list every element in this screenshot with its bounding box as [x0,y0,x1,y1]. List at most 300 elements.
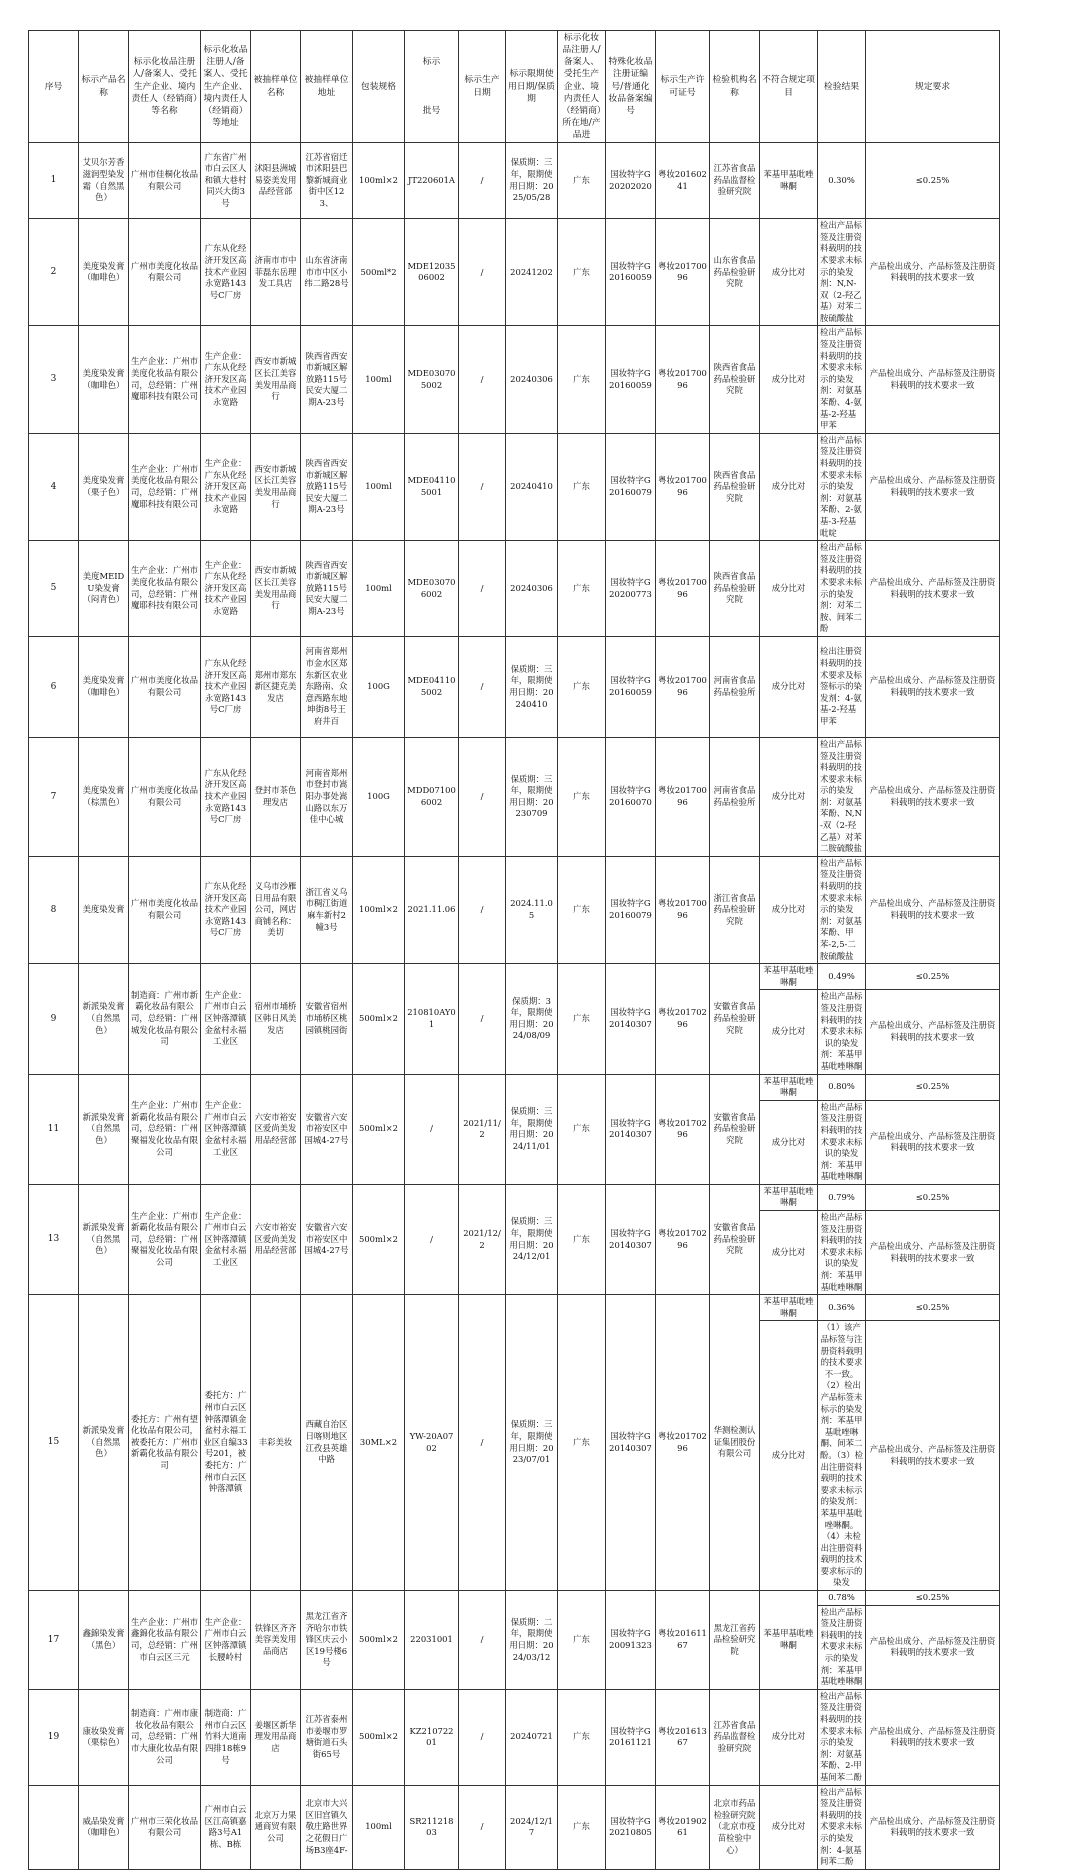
result-cell: 检出产品标签及注册资料载明的技术要求未标示的染发剂：对氨基苯酚、甲苯-2,5-二胺硫酸盐 [818,856,866,963]
item-cell: 成分比对 [760,636,818,737]
product-cell: 新派染发膏（自然黑色） [79,964,129,1074]
origin-cell: 广东 [558,1785,606,1869]
result-cell: 检出产品标签及注册资料载明的技术要求未标示的染发剂：N,N-双（2-羟乙基）对苯二胺硫酸盐 [818,219,866,326]
registrant-address-cell: 广东省广州市白云区人和镇大巷村同兴大街3号 [201,143,251,219]
spec-cell: 500ml×2 [353,1689,405,1785]
header-item: 不符合规定项目 [760,31,818,143]
registrant-cell: 委托方：广州有望化妆品有限公司，被委托方：广州市新霸化妆品有限公司 [129,1295,201,1591]
inspection-table [28,30,1080,1870]
registrant-cell: 生产企业：广州市美度化妆品有限公司，总经销：广州魔耶科技有限公司 [129,541,201,637]
cert-cell: 国妆特字G20140307 [606,1184,656,1294]
registrant-address-cell: 生产企业：广州市白云区钟落潭镇金盆村永福工业区 [201,1074,251,1184]
seq-cell: 1 [29,143,79,219]
batch-cell: 22031001 [405,1591,459,1690]
origin-cell: 广东 [558,433,606,540]
spec-cell: 100ml [353,541,405,637]
registrant-cell: 生产企业：广州市新霸化妆品有限公司，总经销：广州聚福发化妆品有限公司 [129,1184,201,1294]
table-body [29,143,1080,1870]
result-cell: 检出产品标签及注册资料载明的技术要求未标示的染发剂：对氨基苯酚、N,N-双（2-羟乙基）对苯二胺硫酸盐 [818,737,866,856]
sampled-address-cell: 浙江省义乌市稠江街道麻车新村2幢3号 [301,856,353,963]
sampled-unit-cell: 铁锋区齐齐美容美发用品商店 [251,1591,301,1690]
table-row [29,636,1080,737]
registrant-cell: 制造商：广州市新霸化妆品有限公司，总经销：广州城发化妆品有限公司 [129,964,201,1074]
lab-cell: 江苏省食品药品监督检验研究院 [710,143,760,219]
expiry-cell: 2024/12/17 [506,1785,558,1869]
prod-date-cell: / [459,737,506,856]
product-cell: 美度染发膏（咖啡色） [79,326,129,433]
origin-cell: 广东 [558,1295,606,1591]
table-row [29,1074,1080,1100]
origin-cell: 广东 [558,541,606,637]
batch-cell: MDE041105002 [405,636,459,737]
requirement-cell: 产品检出成分、产品标签及注册资料载明的技术要求一致 [866,433,1000,540]
requirement-cell: 产品检出成分、产品标签及注册资料载明的技术要求一致 [866,1605,1000,1689]
header-registrant-address: 标示化妆品注册人/备案人、受托生产企业、境内责任人（经销商）等地址 [201,31,251,143]
batch-cell: YW-20A0702 [405,1295,459,1591]
expiry-cell: 20240410 [506,433,558,540]
requirement-cell: 产品检出成分、产品标签及注册资料载明的技术要求一致 [866,636,1000,737]
expiry-cell: 保质期：3年，限期使用日期：2024/08/09 [506,964,558,1074]
prod-date-cell: 2021/12/2 [459,1184,506,1294]
header-product: 标示产品名称 [79,31,129,143]
registrant-cell: 广州市三荣化妆品有限公司 [129,1785,201,1869]
lab-cell: 陕西省食品药品检验研究院 [710,433,760,540]
expiry-cell: 保质期：三年，限期使用日期：20240410 [506,636,558,737]
sampled-unit-cell: 沭阳县洲城易姿美发用品经营部 [251,143,301,219]
item-cell: 成分比对 [760,541,818,637]
requirement-cell: 产品检出成分、产品标签及注册资料载明的技术要求一致 [866,1321,1000,1591]
sampled-address-cell: 安徽省六安市裕安区中国城4-27号 [301,1184,353,1294]
origin-cell: 广东 [558,143,606,219]
origin-cell: 广东 [558,737,606,856]
product-cell: 美度染发膏（咖啡色） [79,219,129,326]
result-cell: 检出产品标签及注册资料载明的技术要求未标示的染发剂：苯基甲基吡唑啉酮 [818,1605,866,1689]
sampled-unit-cell: 六安市裕安区爱尚美发用品经营部 [251,1184,301,1294]
registrant-cell: 生产企业：广州市新霸化妆品有限公司，总经销：广州聚福发化妆品有限公司 [129,1074,201,1184]
table-row [29,1785,1080,1869]
cert-cell: 国妆特字G20160059 [606,636,656,737]
table-row [29,1184,1080,1210]
registrant-address-cell: 广东从化经济开发区高技术产业园永宽路143号C厂房 [201,219,251,326]
license-cell: 粤妆20160241 [656,143,710,219]
registrant-cell: 广州市美度化妆品有限公司 [129,737,201,856]
batch-cell: SR21121803 [405,1785,459,1869]
origin-cell: 广东 [558,964,606,1074]
result-cell: 检出注册资料载明的技术要求及标签标示的染发剂：4-氨基-2-羟基甲苯 [818,636,866,737]
batch-cell: MDE1203506002 [405,219,459,326]
seq-cell: 3 [29,326,79,433]
cert-cell: 国妆特字G20091323 [606,1591,656,1690]
requirement-cell: ≤0.25% [866,1074,1000,1100]
registrant-cell: 广州市美度化妆品有限公司 [129,856,201,963]
table-row [29,143,1080,219]
item-cell: 成分比对 [760,856,818,963]
seq-cell: 8 [29,856,79,963]
result-cell: 0.36% [818,1295,866,1321]
table-row [29,1295,1080,1321]
header-origin: 标示化妆品注册人/备案人、受托生产企业、境内责任人（经销商）所在地/产品进 [558,31,606,143]
requirement-cell: ≤0.25% [866,1295,1000,1321]
registrant-cell: 广州市美度化妆品有限公司 [129,636,201,737]
header-sampled-address: 被抽样单位地址 [301,31,353,143]
item-cell: 苯基甲基吡唑啉酮 [760,1295,818,1321]
item-cell: 成分比对 [760,326,818,433]
item-cell: 苯基甲基吡唑啉酮 [760,1074,818,1100]
license-cell: 粤妆20161167 [656,1591,710,1690]
batch-cell: KZ21072201 [405,1689,459,1785]
requirement-cell: 产品检出成分、产品标签及注册资料载明的技术要求一致 [866,1211,1000,1295]
license-cell: 粤妆20170096 [656,433,710,540]
header-prod-date: 标示生产日期 [459,31,506,143]
cert-cell: 国妆特字G20160070 [606,737,656,856]
license-cell: 粤妆20170096 [656,326,710,433]
lab-cell: 华测检测认证集团股份有限公司 [710,1295,760,1591]
cert-cell: 国妆特字G20200773 [606,541,656,637]
product-cell: 美度染发膏（栗子色） [79,433,129,540]
expiry-cell: 20241202 [506,219,558,326]
product-cell: 康妆染发膏（栗棕色） [79,1689,129,1785]
batch-cell: 2021.11.06 [405,856,459,963]
cert-cell: 国妆特字G20202020 [606,143,656,219]
lab-cell: 浙江省食品药品检验研究院 [710,856,760,963]
product-cell: 美度染发膏 [79,856,129,963]
table-row [29,737,1080,856]
sampled-address-cell: 山东省济南市市中区小纬二路28号 [301,219,353,326]
result-cell: 检出产品标签及注册资料载明的技术要求未标示的染发剂：对氨基苯酚、4-氨基-2-羟基甲苯 [818,326,866,433]
registrant-address-cell: 广东从化经济开发区高技术产业园永宽路143号C厂房 [201,636,251,737]
requirement-cell: 产品检出成分、产品标签及注册资料载明的技术要求一致 [866,326,1000,433]
prod-date-cell: / [459,143,506,219]
cert-cell: 国妆特字G20140307 [606,1295,656,1591]
requirement-cell: 产品检出成分、产品标签及注册资料载明的技术要求一致 [866,856,1000,963]
header-mark: 标示 [407,56,456,68]
cert-cell: 国妆特字G20140307 [606,1074,656,1184]
sampled-unit-cell: 登封市茶色理发店 [251,737,301,856]
header-requirement: 规定要求 [866,31,1000,143]
lab-cell: 北京市药品检验研究院（北京市疫苗检验中心） [710,1785,760,1869]
spec-cell: 100ml [353,433,405,540]
requirement-cell: 产品检出成分、产品标签及注册资料载明的技术要求一致 [866,737,1000,856]
result-cell: 检出产品标签及注册资料载明的技术要求未标示的染发剂：对氨基苯酚、2-甲基间苯二酚 [818,1689,866,1785]
registrant-address-cell: 生产企业：广东从化经济开发区高技术产业园永宽路 [201,326,251,433]
prod-date-cell: 2021/11/2 [459,1074,506,1184]
table-row [29,1591,1080,1606]
batch-cell: MDE041105001 [405,433,459,540]
sampled-unit-cell: 丰彩美妆 [251,1295,301,1591]
spec-cell: 100ml×2 [353,143,405,219]
sampled-unit-cell: 西安市新城区长江美容美发用品商行 [251,326,301,433]
origin-cell: 广东 [558,326,606,433]
table-row [29,856,1080,963]
expiry-cell: 保质期：三年，限期使用日期：2025/05/28 [506,143,558,219]
spec-cell: 100G [353,636,405,737]
requirement-cell: 产品检出成分、产品标签及注册资料载明的技术要求一致 [866,1785,1000,1869]
lab-cell: 安徽省食品药品检验研究院 [710,964,760,1074]
item-cell: 成分比对 [760,990,818,1074]
requirement-cell: ≤0.25% [866,1591,1000,1606]
prod-date-cell: / [459,1689,506,1785]
seq-cell: 11 [29,1074,79,1184]
lab-cell: 河南省食品药品检验所 [710,737,760,856]
origin-cell: 广东 [558,1074,606,1184]
requirement-cell: 产品检出成分、产品标签及注册资料载明的技术要求一致 [866,1100,1000,1184]
result-cell: 0.80% [818,1074,866,1100]
spec-cell: 30ML×2 [353,1295,405,1591]
header-row [29,31,1080,143]
result-cell: 0.78% [818,1591,866,1606]
spec-cell: 100ml×2 [353,856,405,963]
origin-cell: 广东 [558,1689,606,1785]
seq-cell: 7 [29,737,79,856]
cert-cell: 国妆特字G20160059 [606,326,656,433]
header-license: 标示生产许可证号 [656,31,710,143]
registrant-address-cell: 广州市白云区江高镇嘉路3号A1栋、B栋 [201,1785,251,1869]
requirement-cell: ≤0.25% [866,143,1000,219]
cert-cell: 国妆特字G20160079 [606,856,656,963]
cert-cell: 国妆特字G20160059 [606,219,656,326]
lab-cell: 黑龙江省药品检验研究院 [710,1591,760,1690]
header-cert: 特殊化妆品注册证编号/普通化妆品备案编号 [606,31,656,143]
cert-cell: 国妆特字G20161121 [606,1689,656,1785]
lab-cell: 安徽省食品药品检验研究院 [710,1184,760,1294]
license-cell: 粤妆20170296 [656,1295,710,1591]
sampled-address-cell: 江苏省宿迁市沭阳县巴黎新城商业街中区123、 [301,143,353,219]
sampled-unit-cell: 六安市裕安区爱尚美发用品经营部 [251,1074,301,1184]
requirement-cell: ≤0.25% [866,1184,1000,1210]
seq-cell: 4 [29,433,79,540]
sampled-unit-cell: 北京万力果通商贸有限公司 [251,1785,301,1869]
license-cell: 粤妆20170096 [656,541,710,637]
prod-date-cell: / [459,964,506,1074]
origin-cell: 广东 [558,219,606,326]
item-cell: 成分比对 [760,737,818,856]
registrant-cell: 生产企业：广州市鑫錦化妆品有限公司，总经销：广州市白云区三元 [129,1591,201,1690]
batch-cell: MDD071006002 [405,737,459,856]
sampled-address-cell: 河南省郑州市登封市嵩阳办事处嵩山路以东万佳中心城 [301,737,353,856]
result-cell: 0.79% [818,1184,866,1210]
product-cell: 新派染发膏（自然黑色） [79,1295,129,1591]
registrant-address-cell: 委托方：广州市白云区钟落潭镇金盆村永福工业区自编33号201，被委托方：广州市白云区钟落潭镇 [201,1295,251,1591]
origin-cell: 广东 [558,636,606,737]
result-cell: 检出产品标签及注册资料载明的技术要求未标示的染发剂：对氨基苯酚、2-氨基-3-羟基吡啶 [818,433,866,540]
result-cell: 检出产品标签及注册资料载明的技术要求未标识的染发剂：苯基甲基吡唑啉酮 [818,990,866,1074]
expiry-cell: 保质期：三年，限期使用日期：2024/12/01 [506,1184,558,1294]
item-cell: 成分比对 [760,1321,818,1591]
license-cell: 粤妆20170296 [656,1074,710,1184]
batch-cell: 210810AY01 [405,964,459,1074]
result-cell: 检出产品标签及注册资料载明的技术要求未标识的染发剂：苯基甲基吡唑啉酮 [818,1100,866,1184]
sampled-address-cell: 江苏省泰州市姜堰市罗塘街道石头街65号 [301,1689,353,1785]
item-cell: 苯基甲基吡唑啉酮 [760,964,818,990]
requirement-cell: 产品检出成分、产品标签及注册资料载明的技术要求一致 [866,1689,1000,1785]
table-row [29,541,1080,637]
sampled-unit-cell: 郑州市郑东新区捷克美发店 [251,636,301,737]
prod-date-cell: / [459,1785,506,1869]
item-cell: 成分比对 [760,433,818,540]
spec-cell: 100ml [353,326,405,433]
license-cell: 粤妆20170296 [656,964,710,1074]
result-cell: 0.30% [818,143,866,219]
origin-cell: 广东 [558,1591,606,1690]
sampled-unit-cell: 西安市新城区长江美容美发用品商行 [251,541,301,637]
license-cell: 粤妆20170096 [656,636,710,737]
lab-cell: 陕西省食品药品检验研究院 [710,326,760,433]
sampled-address-cell: 北京市大兴区旧宫镇久敬庄路世界之花假日广场B3座4F- [301,1785,353,1869]
cert-cell: 国妆特字G20210805 [606,1785,656,1869]
sampled-unit-cell: 济南市市中菲磊东岳理发工具店 [251,219,301,326]
item-cell: 苯基甲基吡唑啉酮 [760,143,818,219]
expiry-cell: 保质期：二年，限期使用日期：2024/03/12 [506,1591,558,1690]
license-cell: 粤妆20190261 [656,1785,710,1869]
header-seq: 序号 [29,31,79,143]
product-cell: 鑫錦染发膏（黑色） [79,1591,129,1690]
seq-cell: 19 [29,1689,79,1785]
result-cell: 检出产品标签及注册资料载明的技术要求未标识的染发剂：苯基甲基吡唑啉酮 [818,1211,866,1295]
prod-date-cell: / [459,541,506,637]
seq-cell: 9 [29,964,79,1074]
expiry-cell: 保质期：三年，限期使用日期：20230709 [506,737,558,856]
table-row [29,326,1080,433]
prod-date-cell: / [459,1295,506,1591]
result-cell: （1）该产品标签与注册资料载明的技术要求不一致。（2）检出产品标签未标示的染发剂：苯基甲基吡唑啉酮、间苯二酚。（3）检出注册资料载明的技术要求未标示的染发剂：苯基甲基吡唑啉酮。（4）未检出注册资料载明的技术要求标示的染发 [818,1321,866,1591]
table-row [29,433,1080,540]
requirement-cell: ≤0.25% [866,964,1000,990]
spec-cell: 500ml×2 [353,1074,405,1184]
requirement-cell: 产品检出成分、产品标签及注册资料载明的技术要求一致 [866,990,1000,1074]
product-cell: 美度MEIDU染发膏（闷青色） [79,541,129,637]
product-cell: 美度染发膏（咖啡色） [79,636,129,737]
prod-date-cell: / [459,636,506,737]
result-cell: 检出产品标签及注册资料载明的技术要求未标示的染发剂：4-氨基间苯二酚 [818,1785,866,1869]
header-mark-batch [405,31,459,143]
expiry-cell: 20240306 [506,326,558,433]
spec-cell: 500ml×2 [353,964,405,1074]
spec-cell: 100G [353,737,405,856]
seq-cell [29,1785,79,1869]
requirement-cell: 产品检出成分、产品标签及注册资料载明的技术要求一致 [866,541,1000,637]
cert-cell: 国妆特字G20140307 [606,964,656,1074]
header-expiry: 标示限期使用日期/保质期 [506,31,558,143]
sampled-address-cell: 陕西省西安市新城区解放路115号民安大厦二期A-23号 [301,433,353,540]
header-sampled-unit: 被抽样单位名称 [251,31,301,143]
seq-cell: 5 [29,541,79,637]
license-cell: 粤妆20170096 [656,856,710,963]
product-cell: 新派染发膏（自然黑色） [79,1074,129,1184]
header-result: 检验结果 [818,31,866,143]
spec-cell: 100ml [353,1785,405,1869]
product-cell: 新派染发膏（自然黑色） [79,1184,129,1294]
sampled-unit-cell: 义乌市沙雁日用品有限公司，网店商铺名称：美切 [251,856,301,963]
product-cell: 艾贝尔芳香滋润型染发霜（自然黑色） [79,143,129,219]
seq-cell: 15 [29,1295,79,1591]
table-row [29,1689,1080,1785]
registrant-address-cell: 生产企业：广州市白云区钟落潭镇金盆村永福工业区 [201,964,251,1074]
sampled-unit-cell: 西安市新城区长江美容美发用品商行 [251,433,301,540]
lab-cell: 安徽省食品药品检验研究院 [710,1074,760,1184]
product-cell: 美度染发膏（棕黑色） [79,737,129,856]
sampled-address-cell: 安徽省六安市裕安区中国城4-27号 [301,1074,353,1184]
registrant-address-cell: 生产企业：广东从化经济开发区高技术产业园永宽路 [201,433,251,540]
expiry-cell: 2024.11.05 [506,856,558,963]
license-cell: 粤妆20170296 [656,1184,710,1294]
expiry-cell: 保质期：三年，限期使用日期：2023/07/01 [506,1295,558,1591]
prod-date-cell: / [459,1591,506,1690]
license-cell: 粤妆20161367 [656,1689,710,1785]
seq-cell: 17 [29,1591,79,1690]
header-registrant: 标示化妆品注册人/备案人、受托生产企业、境内责任人（经销商）等名称 [129,31,201,143]
result-cell: 0.49% [818,964,866,990]
seq-cell: 6 [29,636,79,737]
sampled-address-cell: 黑龙江省齐齐哈尔市铁锋区庆云小区19号楼6号 [301,1591,353,1690]
expiry-cell: 20240306 [506,541,558,637]
origin-cell: 广东 [558,1184,606,1294]
item-cell: 成分比对 [760,1100,818,1184]
license-cell: 粤妆20170096 [656,737,710,856]
origin-cell: 广东 [558,856,606,963]
sampled-address-cell: 陕西省西安市新城区解放路115号民安大厦二期A-23号 [301,541,353,637]
spec-cell: 500ml×2 [353,1591,405,1690]
registrant-cell: 制造商：广州市康妆化妆品有限公司，总经销：广州市大康化妆品有限公司 [129,1689,201,1785]
result-cell: 检出产品标签及注册资料载明的技术要求未标示的染发剂：对苯二胺、间苯二酚 [818,541,866,637]
seq-cell: 13 [29,1184,79,1294]
expiry-cell: 保质期：三年，限期使用日期：2024/11/01 [506,1074,558,1184]
sampled-unit-cell: 姜堰区新华理发用品商店 [251,1689,301,1785]
lab-cell: 山东省食品药品检验研究院 [710,219,760,326]
table-row [29,964,1080,990]
sampled-address-cell: 河南省郑州市金水区郑东新区农业东路南、众意西路东地坤街8号王府井百 [301,636,353,737]
registrant-cell: 生产企业：广州市美度化妆品有限公司，总经销：广州魔耶科技有限公司 [129,326,201,433]
spec-cell: 500ml×2 [353,1184,405,1294]
registrant-address-cell: 广东从化经济开发区高技术产业园永宽路143号C厂房 [201,737,251,856]
prod-date-cell: / [459,856,506,963]
batch-cell: / [405,1184,459,1294]
registrant-cell: 生产企业：广州市美度化妆品有限公司，总经销：广州魔耶科技有限公司 [129,433,201,540]
header-lab: 检验机构名称 [710,31,760,143]
batch-cell: MDE030706002 [405,541,459,637]
batch-cell: JT220601A [405,143,459,219]
item-cell: 成分比对 [760,1689,818,1785]
item-cell: 成分比对 [760,1211,818,1295]
seq-cell: 2 [29,219,79,326]
batch-cell: MDE030705002 [405,326,459,433]
product-cell: 威品染发膏（咖啡色） [79,1785,129,1869]
expiry-cell: 20240721 [506,1689,558,1785]
lab-cell: 河南省食品药品检验所 [710,636,760,737]
registrant-cell: 广州市佳桐化妆品有限公司 [129,143,201,219]
sampled-unit-cell: 宿州市埇桥区韩日风美发店 [251,964,301,1074]
lab-cell: 江苏省食品药品监督检验研究院 [710,1689,760,1785]
registrant-address-cell: 生产企业：广东从化经济开发区高技术产业园永宽路 [201,541,251,637]
sampled-address-cell: 安徽省宿州市埇桥区桃园镇桃园街 [301,964,353,1074]
item-cell: 苯基甲基吡唑啉酮 [760,1184,818,1210]
item-cell: 苯基甲基吡唑啉酮 [760,1591,818,1690]
item-cell: 成分比对 [760,1785,818,1869]
registrant-cell: 广州市美度化妆品有限公司 [129,219,201,326]
registrant-address-cell: 制造商：广州市白云区竹料大道南四排18栋9号 [201,1689,251,1785]
item-cell: 成分比对 [760,219,818,326]
prod-date-cell: / [459,433,506,540]
lab-cell: 陕西省食品药品检验研究院 [710,541,760,637]
sampled-address-cell: 西藏自治区日喀则地区江孜县英雄中路 [301,1295,353,1591]
prod-date-cell: / [459,326,506,433]
header-batch: 批号 [407,105,456,117]
table-row [29,219,1080,326]
requirement-cell: 产品检出成分、产品标签及注册资料载明的技术要求一致 [866,219,1000,326]
prod-date-cell: / [459,219,506,326]
cert-cell: 国妆特字G20160079 [606,433,656,540]
spec-cell: 500ml*2 [353,219,405,326]
sampled-address-cell: 陕西省西安市新城区解放路115号民安大厦二期A-23号 [301,326,353,433]
